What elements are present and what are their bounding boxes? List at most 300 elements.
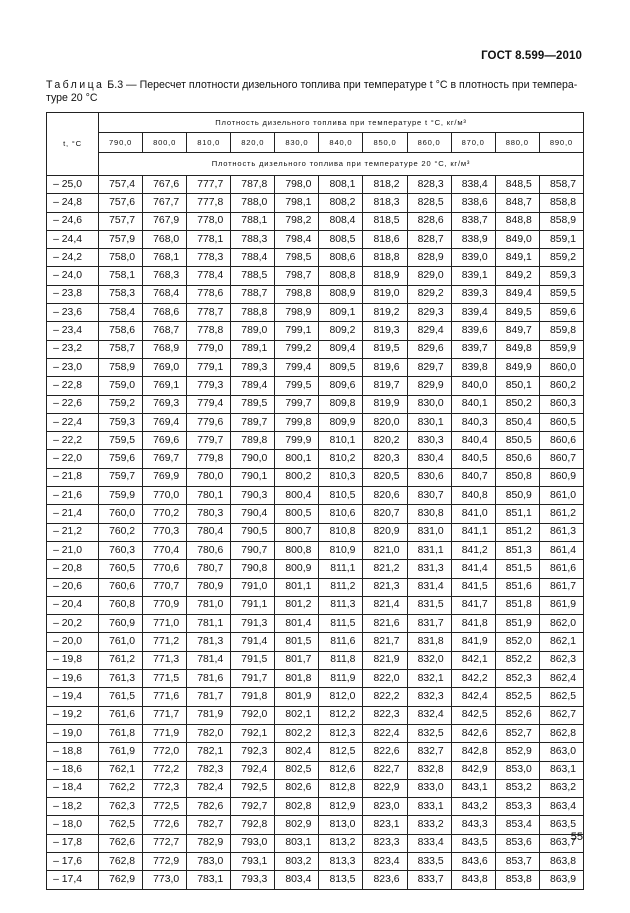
density-cell: 850,8 — [495, 468, 539, 486]
density-cell: 838,6 — [451, 194, 495, 212]
temperature-cell: – 17,6 — [47, 852, 99, 870]
density-cell: 791,7 — [231, 670, 275, 688]
density-cell: 820,9 — [363, 523, 407, 541]
density-cell: 853,4 — [495, 816, 539, 834]
density-cell: 780,7 — [187, 560, 231, 578]
density-cell: 862,0 — [539, 615, 583, 633]
density-cell: 843,5 — [451, 834, 495, 852]
density-cell: 792,3 — [231, 743, 275, 761]
density-cell: 762,5 — [99, 816, 143, 834]
density-table — [46, 112, 584, 890]
density-cell: 830,7 — [407, 487, 451, 505]
temperature-cell: – 25,0 — [47, 176, 99, 194]
density-cell: 762,6 — [99, 834, 143, 852]
density-cell: 823,6 — [363, 871, 407, 889]
sub-header: Плотность дизельного топлива при температуре 20 °С, кг/м³ — [99, 153, 584, 176]
density-cell: 792,8 — [231, 816, 275, 834]
density-cell: 789,3 — [231, 358, 275, 376]
density-cell: 798,8 — [275, 285, 319, 303]
density-cell: 830,0 — [407, 395, 451, 413]
density-cell: 772,3 — [143, 779, 187, 797]
density-cell: 780,6 — [187, 541, 231, 559]
density-cell: 811,5 — [319, 615, 363, 633]
density-cell: 841,0 — [451, 505, 495, 523]
density-cell: 862,3 — [539, 651, 583, 669]
density-cell: 781,6 — [187, 670, 231, 688]
density-cell: 829,2 — [407, 285, 451, 303]
density-cell: 840,5 — [451, 450, 495, 468]
density-cell: 800,8 — [275, 541, 319, 559]
density-cell: 841,9 — [451, 633, 495, 651]
table-row — [47, 651, 584, 669]
density-cell: 799,5 — [275, 377, 319, 395]
column-header: 790,0 — [99, 133, 143, 153]
density-cell: 853,7 — [495, 852, 539, 870]
density-cell: 832,3 — [407, 688, 451, 706]
density-cell: 772,7 — [143, 834, 187, 852]
density-cell: 852,0 — [495, 633, 539, 651]
table-body — [47, 176, 584, 890]
density-cell: 769,1 — [143, 377, 187, 395]
density-cell: 840,7 — [451, 468, 495, 486]
density-cell: 788,8 — [231, 304, 275, 322]
density-cell: 860,6 — [539, 432, 583, 450]
density-cell: 782,4 — [187, 779, 231, 797]
density-cell: 861,7 — [539, 578, 583, 596]
density-cell: 781,4 — [187, 651, 231, 669]
density-cell: 833,0 — [407, 779, 451, 797]
density-cell: 780,0 — [187, 468, 231, 486]
table-row — [47, 377, 584, 395]
table-row — [47, 578, 584, 596]
density-cell: 828,6 — [407, 212, 451, 230]
density-cell: 840,4 — [451, 432, 495, 450]
density-cell: 790,7 — [231, 541, 275, 559]
density-cell: 793,1 — [231, 852, 275, 870]
density-cell: 808,4 — [319, 212, 363, 230]
density-cell: 860,0 — [539, 358, 583, 376]
temperature-cell: – 23,6 — [47, 304, 99, 322]
density-cell: 821,3 — [363, 578, 407, 596]
density-cell: 820,3 — [363, 450, 407, 468]
density-cell: 768,6 — [143, 304, 187, 322]
density-cell: 822,7 — [363, 761, 407, 779]
density-cell: 842,9 — [451, 761, 495, 779]
density-cell: 821,7 — [363, 633, 407, 651]
density-cell: 843,1 — [451, 779, 495, 797]
density-cell: 842,1 — [451, 651, 495, 669]
density-cell: 822,4 — [363, 724, 407, 742]
density-cell: 860,5 — [539, 413, 583, 431]
density-cell: 822,2 — [363, 688, 407, 706]
table-row — [47, 779, 584, 797]
table-row — [47, 523, 584, 541]
density-cell: 863,7 — [539, 834, 583, 852]
density-cell: 859,6 — [539, 304, 583, 322]
density-cell: 862,1 — [539, 633, 583, 651]
density-cell: 859,5 — [539, 285, 583, 303]
density-cell: 758,0 — [99, 249, 143, 267]
table-row — [47, 596, 584, 614]
density-cell: 767,9 — [143, 212, 187, 230]
density-cell: 833,5 — [407, 852, 451, 870]
density-cell: 839,7 — [451, 340, 495, 358]
density-cell: 791,5 — [231, 651, 275, 669]
standard-header: ГОСТ 8.599—2010 — [481, 50, 582, 62]
table-head — [47, 113, 584, 176]
density-cell: 810,9 — [319, 541, 363, 559]
density-cell: 770,3 — [143, 523, 187, 541]
density-cell: 818,9 — [363, 267, 407, 285]
density-cell: 863,2 — [539, 779, 583, 797]
density-cell: 799,8 — [275, 413, 319, 431]
density-cell: 768,0 — [143, 230, 187, 248]
density-cell: 832,4 — [407, 706, 451, 724]
density-cell: 791,4 — [231, 633, 275, 651]
density-cell: 779,4 — [187, 395, 231, 413]
density-cell: 808,1 — [319, 176, 363, 194]
density-cell: 832,8 — [407, 761, 451, 779]
density-cell: 762,3 — [99, 798, 143, 816]
density-cell: 759,0 — [99, 377, 143, 395]
density-cell: 768,7 — [143, 322, 187, 340]
density-cell: 852,3 — [495, 670, 539, 688]
density-cell: 833,4 — [407, 834, 451, 852]
density-cell: 789,8 — [231, 432, 275, 450]
table-row — [47, 230, 584, 248]
density-cell: 839,6 — [451, 322, 495, 340]
density-cell: 809,9 — [319, 413, 363, 431]
density-cell: 840,3 — [451, 413, 495, 431]
density-cell: 818,5 — [363, 212, 407, 230]
temperature-cell: – 24,4 — [47, 230, 99, 248]
density-cell: 860,7 — [539, 450, 583, 468]
group-header: Плотность дизельного топлива при температуре t °С, кг/м³ — [99, 113, 584, 133]
table-row — [47, 176, 584, 194]
density-cell: 808,5 — [319, 230, 363, 248]
density-cell: 780,9 — [187, 578, 231, 596]
density-cell: 802,9 — [275, 816, 319, 834]
density-cell: 803,1 — [275, 834, 319, 852]
density-cell: 841,5 — [451, 578, 495, 596]
density-cell: 777,8 — [187, 194, 231, 212]
density-cell: 838,4 — [451, 176, 495, 194]
density-cell: 851,2 — [495, 523, 539, 541]
density-cell: 782,0 — [187, 724, 231, 742]
caption-text-cont: туре 20 °С — [46, 92, 98, 104]
density-cell: 841,1 — [451, 523, 495, 541]
density-cell: 793,0 — [231, 834, 275, 852]
density-cell: 862,8 — [539, 724, 583, 742]
density-cell: 803,2 — [275, 852, 319, 870]
density-cell: 790,1 — [231, 468, 275, 486]
density-cell: 789,7 — [231, 413, 275, 431]
temperature-cell: – 23,4 — [47, 322, 99, 340]
density-cell: 759,3 — [99, 413, 143, 431]
density-cell: 789,4 — [231, 377, 275, 395]
temperature-cell: – 19,6 — [47, 670, 99, 688]
density-cell: 843,2 — [451, 798, 495, 816]
temperature-cell: – 22,4 — [47, 413, 99, 431]
density-cell: 823,1 — [363, 816, 407, 834]
density-cell: 853,0 — [495, 761, 539, 779]
density-cell: 762,9 — [99, 871, 143, 889]
density-cell: 768,1 — [143, 249, 187, 267]
density-cell: 789,0 — [231, 322, 275, 340]
temperature-cell: – 17,4 — [47, 871, 99, 889]
density-cell: 782,6 — [187, 798, 231, 816]
column-header: 830,0 — [275, 133, 319, 153]
density-cell: 853,2 — [495, 779, 539, 797]
density-cell: 802,2 — [275, 724, 319, 742]
density-cell: 801,5 — [275, 633, 319, 651]
density-cell: 850,1 — [495, 377, 539, 395]
column-header: 870,0 — [451, 133, 495, 153]
temperature-cell: – 20,4 — [47, 596, 99, 614]
density-cell: 839,4 — [451, 304, 495, 322]
density-cell: 832,7 — [407, 743, 451, 761]
density-cell: 850,9 — [495, 487, 539, 505]
table-row — [47, 358, 584, 376]
density-cell: 801,4 — [275, 615, 319, 633]
column-header: 800,0 — [143, 133, 187, 153]
density-cell: 758,4 — [99, 304, 143, 322]
table-row — [47, 304, 584, 322]
table-row — [47, 670, 584, 688]
header-row-columns — [47, 133, 584, 153]
density-cell: 759,6 — [99, 450, 143, 468]
density-cell: 772,6 — [143, 816, 187, 834]
density-cell: 861,3 — [539, 523, 583, 541]
density-cell: 771,6 — [143, 688, 187, 706]
density-cell: 828,5 — [407, 194, 451, 212]
density-cell: 802,4 — [275, 743, 319, 761]
density-cell: 779,8 — [187, 450, 231, 468]
density-cell: 757,9 — [99, 230, 143, 248]
temperature-cell: – 22,6 — [47, 395, 99, 413]
density-cell: 813,2 — [319, 834, 363, 852]
table-row — [47, 724, 584, 742]
temperature-cell: – 20,6 — [47, 578, 99, 596]
density-cell: 851,6 — [495, 578, 539, 596]
density-cell: 831,1 — [407, 541, 451, 559]
density-cell: 858,7 — [539, 176, 583, 194]
density-cell: 812,0 — [319, 688, 363, 706]
density-cell: 779,3 — [187, 377, 231, 395]
temperature-cell: – 21,8 — [47, 468, 99, 486]
density-cell: 802,8 — [275, 798, 319, 816]
density-cell: 780,3 — [187, 505, 231, 523]
density-cell: 809,4 — [319, 340, 363, 358]
density-cell: 820,6 — [363, 487, 407, 505]
column-header: 810,0 — [187, 133, 231, 153]
density-cell: 791,0 — [231, 578, 275, 596]
density-cell: 859,8 — [539, 322, 583, 340]
density-cell: 863,0 — [539, 743, 583, 761]
density-cell: 809,8 — [319, 395, 363, 413]
density-cell: 779,6 — [187, 413, 231, 431]
density-cell: 810,2 — [319, 450, 363, 468]
density-cell: 801,9 — [275, 688, 319, 706]
density-cell: 842,5 — [451, 706, 495, 724]
density-cell: 838,7 — [451, 212, 495, 230]
table-row — [47, 395, 584, 413]
density-cell: 842,4 — [451, 688, 495, 706]
density-cell: 770,2 — [143, 505, 187, 523]
density-cell: 818,3 — [363, 194, 407, 212]
density-cell: 829,3 — [407, 304, 451, 322]
temperature-cell: – 18,2 — [47, 798, 99, 816]
density-cell: 810,1 — [319, 432, 363, 450]
temperature-cell: – 21,2 — [47, 523, 99, 541]
density-cell: 808,6 — [319, 249, 363, 267]
table-caption — [46, 79, 584, 105]
density-cell: 863,8 — [539, 852, 583, 870]
density-cell: 780,4 — [187, 523, 231, 541]
density-cell: 759,5 — [99, 432, 143, 450]
density-cell: 808,2 — [319, 194, 363, 212]
density-cell: 770,7 — [143, 578, 187, 596]
density-cell: 829,0 — [407, 267, 451, 285]
density-cell: 830,1 — [407, 413, 451, 431]
density-cell: 771,5 — [143, 670, 187, 688]
density-cell: 852,2 — [495, 651, 539, 669]
density-cell: 812,6 — [319, 761, 363, 779]
density-cell: 831,7 — [407, 615, 451, 633]
density-cell: 762,2 — [99, 779, 143, 797]
caption-number: Б.3 — [107, 79, 124, 91]
density-cell: 799,2 — [275, 340, 319, 358]
density-cell: 788,3 — [231, 230, 275, 248]
density-cell: 811,9 — [319, 670, 363, 688]
density-cell: 818,8 — [363, 249, 407, 267]
density-cell: 849,5 — [495, 304, 539, 322]
density-cell: 811,3 — [319, 596, 363, 614]
density-cell: 771,2 — [143, 633, 187, 651]
density-cell: 782,9 — [187, 834, 231, 852]
density-cell: 829,6 — [407, 340, 451, 358]
density-cell: 789,5 — [231, 395, 275, 413]
density-cell: 788,1 — [231, 212, 275, 230]
density-cell: 849,7 — [495, 322, 539, 340]
density-cell: 781,3 — [187, 633, 231, 651]
header-row-sub — [47, 153, 584, 176]
table-row — [47, 798, 584, 816]
density-cell: 862,4 — [539, 670, 583, 688]
density-cell: 853,3 — [495, 798, 539, 816]
density-cell: 798,9 — [275, 304, 319, 322]
density-cell: 862,7 — [539, 706, 583, 724]
density-cell: 839,0 — [451, 249, 495, 267]
density-cell: 779,7 — [187, 432, 231, 450]
density-cell: 762,8 — [99, 852, 143, 870]
temperature-cell: – 17,8 — [47, 834, 99, 852]
table-row — [47, 852, 584, 870]
density-cell: 828,7 — [407, 230, 451, 248]
density-cell: 769,4 — [143, 413, 187, 431]
density-cell: 810,5 — [319, 487, 363, 505]
table-row — [47, 487, 584, 505]
density-cell: 820,2 — [363, 432, 407, 450]
density-cell: 849,2 — [495, 267, 539, 285]
density-cell: 767,7 — [143, 194, 187, 212]
density-cell: 821,4 — [363, 596, 407, 614]
density-cell: 849,4 — [495, 285, 539, 303]
temperature-cell: – 20,0 — [47, 633, 99, 651]
density-cell: 812,5 — [319, 743, 363, 761]
density-cell: 792,5 — [231, 779, 275, 797]
density-cell: 823,3 — [363, 834, 407, 852]
density-cell: 860,9 — [539, 468, 583, 486]
temperature-cell: – 24,6 — [47, 212, 99, 230]
density-cell: 793,3 — [231, 871, 275, 889]
density-cell: 790,8 — [231, 560, 275, 578]
density-cell: 848,5 — [495, 176, 539, 194]
density-cell: 809,1 — [319, 304, 363, 322]
density-cell: 802,5 — [275, 761, 319, 779]
density-cell: 790,3 — [231, 487, 275, 505]
density-cell: 853,6 — [495, 834, 539, 852]
density-cell: 851,1 — [495, 505, 539, 523]
density-cell: 781,9 — [187, 706, 231, 724]
temperature-cell: – 18,4 — [47, 779, 99, 797]
density-cell: 851,5 — [495, 560, 539, 578]
density-cell: 841,2 — [451, 541, 495, 559]
density-cell: 790,5 — [231, 523, 275, 541]
density-cell: 850,5 — [495, 432, 539, 450]
density-cell: 779,0 — [187, 340, 231, 358]
density-cell: 819,5 — [363, 340, 407, 358]
density-cell: 812,9 — [319, 798, 363, 816]
density-cell: 848,7 — [495, 194, 539, 212]
density-cell: 810,6 — [319, 505, 363, 523]
density-cell: 771,7 — [143, 706, 187, 724]
density-cell: 863,5 — [539, 816, 583, 834]
density-cell: 860,3 — [539, 395, 583, 413]
density-cell: 858,9 — [539, 212, 583, 230]
density-cell: 770,0 — [143, 487, 187, 505]
temperature-cell: – 19,2 — [47, 706, 99, 724]
temperature-cell: – 21,6 — [47, 487, 99, 505]
density-cell: 841,4 — [451, 560, 495, 578]
density-cell: 851,9 — [495, 615, 539, 633]
density-cell: 772,0 — [143, 743, 187, 761]
density-cell: 822,0 — [363, 670, 407, 688]
density-cell: 830,6 — [407, 468, 451, 486]
density-cell: 838,9 — [451, 230, 495, 248]
density-cell: 813,0 — [319, 816, 363, 834]
temperature-cell: – 18,8 — [47, 743, 99, 761]
density-cell: 781,0 — [187, 596, 231, 614]
density-cell: 842,8 — [451, 743, 495, 761]
density-cell: 821,2 — [363, 560, 407, 578]
density-cell: 771,9 — [143, 724, 187, 742]
density-cell: 769,3 — [143, 395, 187, 413]
density-cell: 769,7 — [143, 450, 187, 468]
density-cell: 852,9 — [495, 743, 539, 761]
density-cell: 831,5 — [407, 596, 451, 614]
density-cell: 759,2 — [99, 395, 143, 413]
density-cell: 808,9 — [319, 285, 363, 303]
density-cell: 843,3 — [451, 816, 495, 834]
density-cell: 833,7 — [407, 871, 451, 889]
column-header: 820,0 — [231, 133, 275, 153]
density-cell: 800,5 — [275, 505, 319, 523]
density-cell: 820,5 — [363, 468, 407, 486]
density-cell: 832,0 — [407, 651, 451, 669]
density-cell: 851,3 — [495, 541, 539, 559]
table-row — [47, 706, 584, 724]
